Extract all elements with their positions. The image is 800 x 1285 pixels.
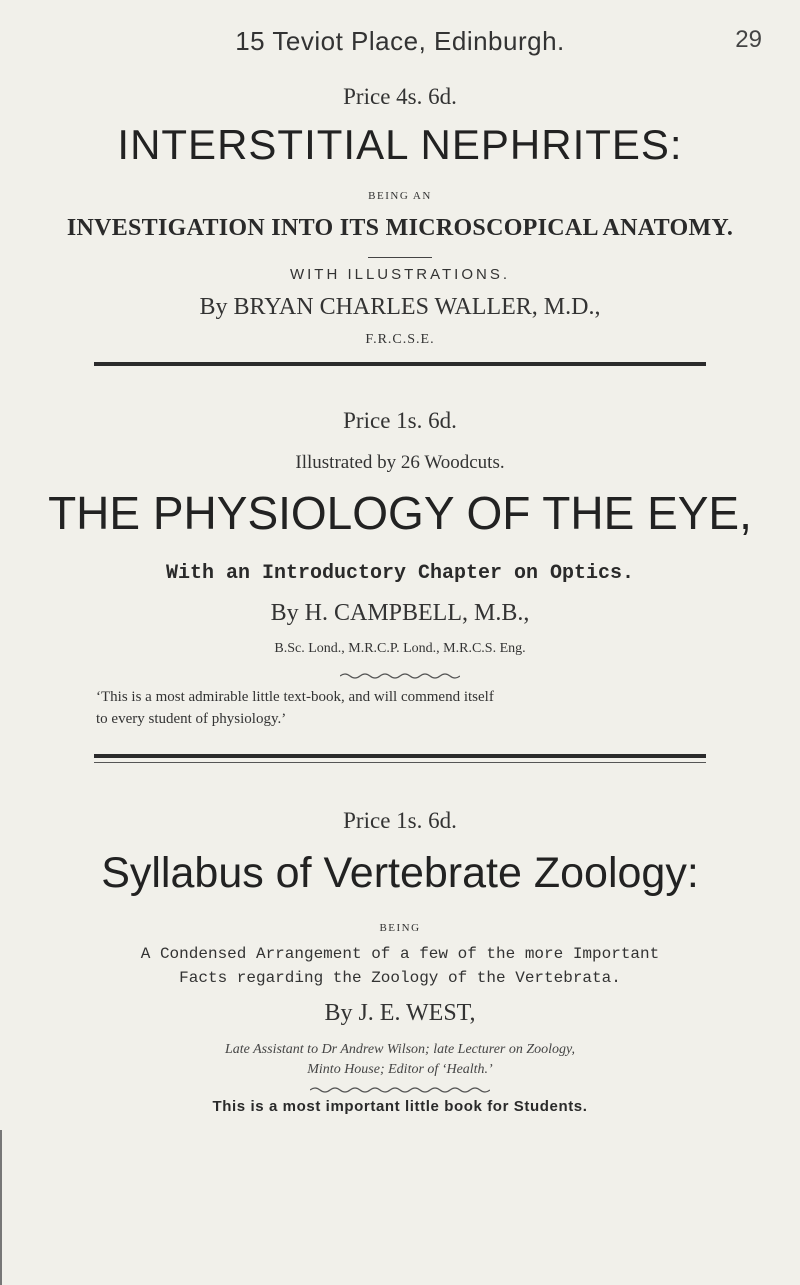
entry1-being: BEING AN <box>368 190 432 202</box>
entry3-note: This is a most important little book for Students. <box>212 1098 588 1115</box>
entry1-illustrations: WITH ILLUSTRATIONS. <box>289 266 511 283</box>
entry3-credentials-line1: Late Assistant to Dr Andrew Wilson; late Lecturer on Zoology, <box>224 1042 575 1057</box>
entry3-description <box>0 942 800 990</box>
entry2-quote <box>96 686 720 730</box>
entry1-credentials: F.R.C.S.E. <box>365 332 435 347</box>
page-edge-mark <box>0 1130 2 1285</box>
entry3-price: Price 1s. 6d. <box>343 808 457 833</box>
entry2-price: Price 1s. 6d. <box>343 408 457 433</box>
entry3-credentials <box>0 1040 800 1080</box>
section-divider-1 <box>94 362 706 366</box>
page-header <box>0 26 800 66</box>
entry3-being: BEING <box>379 922 421 934</box>
entry3-description-line2: Facts regarding the Zoology of the Vertebrata. <box>179 969 621 987</box>
entry1-author: By BRYAN CHARLES WALLER, M.D., <box>199 294 601 320</box>
entry2-subtitle: With an Introductory Chapter on Optics. <box>165 562 635 585</box>
page-number: 29 <box>735 26 762 53</box>
entry1-price: Price 4s. 6d. <box>343 84 457 109</box>
entry2-quote-line2: to every student of physiology.’ <box>96 711 287 727</box>
entry1-title: INTERSTITIAL NEPHRITES: <box>117 121 683 168</box>
entry2-quote-line1: ‘This is a most admirable little text-book, and will commend itself <box>96 689 494 705</box>
section-divider-2-thin <box>94 762 706 763</box>
section-divider-2 <box>94 754 706 758</box>
entry2-credentials: B.Sc. Lond., M.R.C.P. Lond., M.R.C.S. Eng. <box>274 641 526 656</box>
entry2-author: By H. CAMPBELL, M.B., <box>270 600 530 626</box>
entry1-short-rule <box>368 257 432 258</box>
entry3-wavy-rule <box>310 1086 490 1094</box>
entry1-subtitle: INVESTIGATION INTO ITS MICROSCOPICAL ANATOMY. <box>66 215 734 241</box>
entry3-title: Syllabus of Vertebrate Zoology: <box>101 849 699 897</box>
entry2-wavy-rule <box>340 672 460 680</box>
entry3-author: By J. E. WEST, <box>324 1000 476 1026</box>
entry2-title: THE PHYSIOLOGY OF THE EYE, <box>48 487 752 539</box>
publisher-address: 15 Teviot Place, Edinburgh. <box>235 26 565 56</box>
entry2-illustrated: Illustrated by 26 Woodcuts. <box>295 452 505 473</box>
entry3-description-line1: A Condensed Arrangement of a few of the more Important <box>140 945 660 963</box>
entry3-credentials-line2: Minto House; Editor of ‘Health.’ <box>307 1062 493 1077</box>
